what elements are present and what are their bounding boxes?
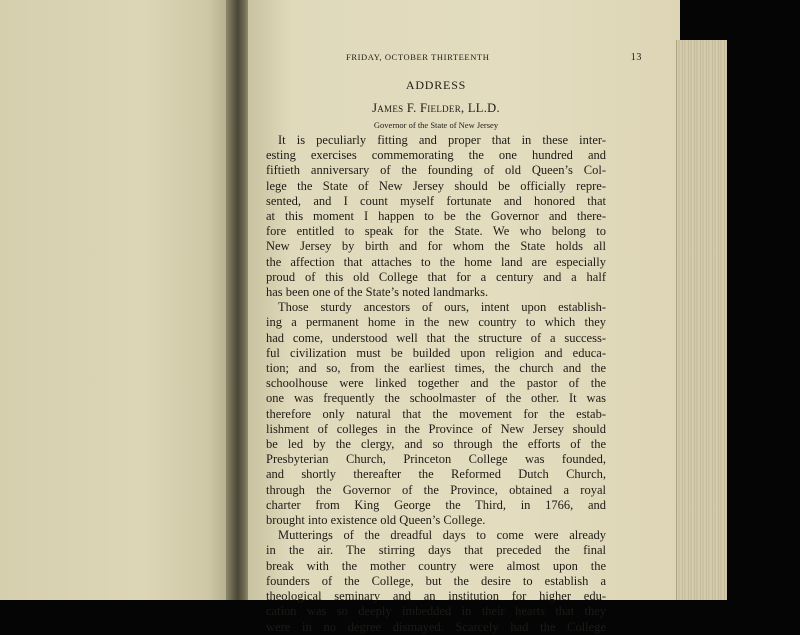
text-line: theological seminary and an institution for higher edu- [266,589,606,604]
text-line: lege the State of New Jersey should be officially repre- [266,178,606,193]
text-line: at this moment I happen to be the Governor and there- [266,209,606,224]
text-line: fiftieth anniversary of the founding of old Queen’s Col- [266,163,606,178]
text-line: be led by the clergy, and so through the efforts of the [266,437,606,452]
page-edges [676,40,727,600]
text-line: in the air. The stirring days that preceded the final [266,543,606,558]
text-line: fore entitled to speak for the State. We who belong to [266,224,606,239]
page-number: 13 [630,52,642,63]
paragraph-3 [266,528,606,634]
section-heading: ADDRESS [405,78,467,92]
text-line: Those sturdy ancestors of ours, intent upon establish- [278,300,606,315]
text-line: esting exercises commemorating the one hundred and [266,148,606,163]
text-line: New Jersey by birth and for whom the State holds all [266,239,606,254]
page-text [266,48,642,635]
text-line: break with the mother country were almost upon the [266,558,606,573]
text-line: founders of the College, but the desire to establish a [266,573,606,588]
text-line: proud of this old College that for a century and a half [266,269,606,284]
text-line: therefore only natural that the movement for the estab- [266,406,606,421]
text-line: It is peculiarly fitting and proper that in these inter- [278,133,606,147]
text-line: tion; and so, from the earliest times, the church and the [266,361,606,376]
text-line: charter from King George the Third, in 1766, and [266,497,606,512]
text-line: lishment of colleges in the Province of New Jersey should [266,421,606,436]
text-line: were in no degree dismayed. Scarcely had the College [266,619,606,634]
text-line: Presbyterian Church, Princeton College was founded, [266,452,606,467]
text-line: and shortly thereafter the Reformed Dutch Church, [266,467,606,482]
text-line: cation was so deeply imbedded in their hearts that they [266,604,606,619]
running-head [266,48,642,64]
left-page [0,0,236,600]
text-line: one was frequently the schoolmaster of the other. It was [266,391,606,406]
author-name: James F. Fielder, LL.D. [372,101,500,115]
paragraph-2 [266,300,606,528]
running-title: FRIDAY, OCTOBER THIRTEENTH [346,52,490,62]
text-line: had come, understood well that the structure of a success- [266,330,606,345]
text-line: Mutterings of the dreadful days to come were already [278,528,606,543]
text-line: through the Governor of the Province, obtained a royal [266,482,606,497]
text-line: brought into existence old Queen’s College. [266,513,486,528]
text-line: ful civilization must be builded upon religion and educa- [266,345,606,360]
author-title: Governor of the State of New Jersey [373,120,499,130]
text-line: ing a permanent home in the new country to which they [266,315,606,330]
text-line: schoolhouse were linked together and the pastor of the [266,376,606,391]
text-line: has been one of the State’s noted landmarks. [266,285,489,300]
paragraph-1 [266,133,606,300]
text-line: sented, and I count myself fortunate and honored that [266,193,606,208]
text-line: the affection that attaches to the home land are especially [266,254,606,269]
